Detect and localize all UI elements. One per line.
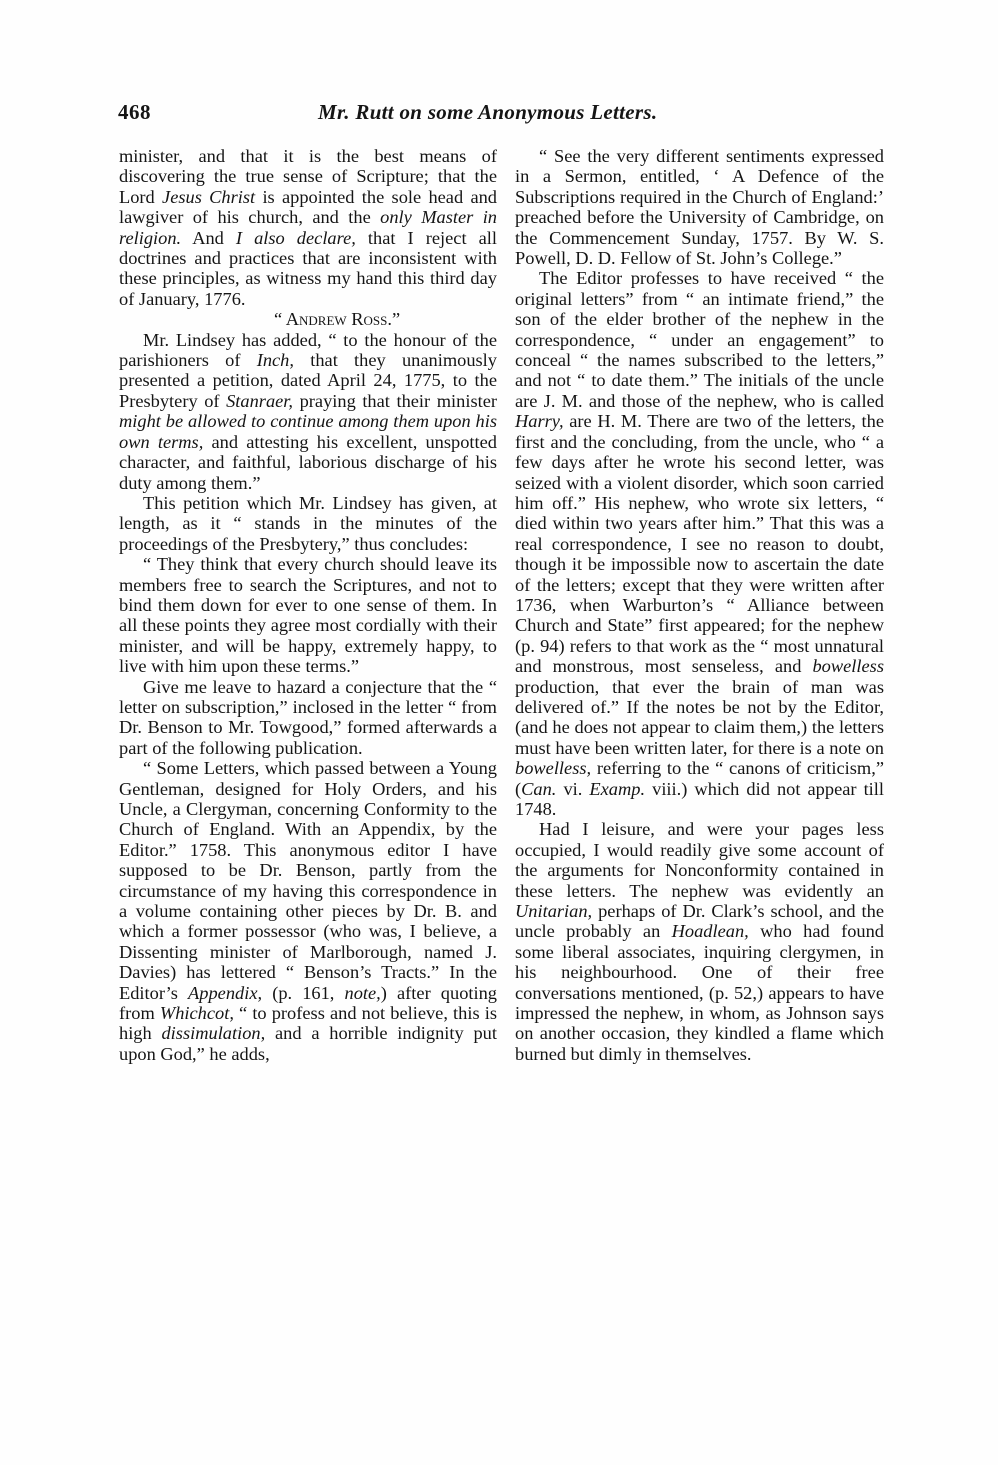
paragraph-quote-church: “ They think that every church should leave its members free to search the Scriptures, and not to bind them down for ever to one sense of them. In all these points they agree most cordially with their minister, and will be happy, extremely happy, to live with him upon these terms.” [119, 554, 497, 677]
page-header [118, 100, 890, 130]
paragraph-editor-professes: The Editor professes to have received “ the original letters” from “ an intimate friend,” the son of the elder brother of the nephew in the correspondence, “ under an engagement” to conceal “ the names subscribed to the letters,” and not “ to date them.” The initials of the uncle are J. M. and those of the nephew, who is called Harry, are H. M. There are two of the letters, the first and the concluding, from the uncle, who “ a few days after he wrote his second letter, was seized with a violent disorder, which soon carried him off.” His nephew, who wrote six letters, “ died within two years after him.” That this was a real correspondence, I see no reason to doubt, though it be impossible now to ascertain the date of the letters; except that they were written after 1736, when Warburton’s “ Alliance between Church and State” first appeared; for the nephew (p. 94) refers to that work as the “ most unnatural and monstrous, most senseless, and bowelless production, that ever the brain of man was delivered of.” If the notes be not by the Editor, (and he does not appear to claim them,) the letters must have been written later, for there is a note on bowelless, referring to the “ canons of criticism,” (Can. vi. Examp. viii.) which did not appear till 1748. [515, 268, 885, 819]
page-number: 468 [118, 100, 151, 124]
paragraph-sermon-note: “ See the very different sentiments expressed in a Sermon, entitled, ‘ A Defence of the Subscriptions required in the Church of England:’ preached before the University of Cambridge, on the Commencement Sunday, 1757. By W. S. Powell, D. D. Fellow of St. John’s College.” [515, 146, 884, 269]
paragraph-some-letters: “ Some Letters, which passed between a Young Gentleman, designed for Holy Orders, and his Uncle, a Clergyman, concerning Conformity to the Church of England. With an Appendix, by the Editor.” 1758. This anonymous editor I have supposed to be Dr. Benson, partly from the circumstance of my having this correspondence in a volume containing other pieces by Dr. B. and which a former possessor (who was, I believe, a Dissenting minister of Marlborough, named J. Davies) has lettered “ Benson’s Tracts.” In the Editor’s Appendix, (p. 161, note,) after quoting from Whichcot, “ to profess and not believe, this is high dissimulation, and a horrible indignity put upon God,” he adds, [119, 758, 497, 1064]
left-column [119, 146, 497, 1064]
running-title: Mr. Rutt on some Anonymous Letters. [318, 100, 658, 124]
paragraph-petition: This petition which Mr. Lindsey has given, at length, as it “ stands in the minutes of the proceedings of the Presbytery,” thus concludes: [119, 492, 497, 554]
paragraph-declaration-end: minister, and that it is the best means of discovering the true sense of Scripture; that the Lord Jesus Christ is appointed the sole head and lawgiver of his church, and the only Master in religion. And I also declare, that I reject all doctrines and practices that are inconsistent with these principles, as witness my hand this third day of January, 1776. [119, 146, 497, 309]
paragraph-had-i-leisure: Had I leisure, and were your pages less occupied, I would readily give some account of the arguments for Nonconformity contained in these letters. The nephew was evidently an Unitarian, perhaps of Dr. Clark’s school, and the uncle probably an Hoadlean, who had found some liberal associates, inquiring clergymen, in his neighbourhood. One of their free conversations mentioned, (p. 52,) appears to have impressed the nephew, in whom, as Johnson says on another occasion, they kindled a flame which burned but dimly in themselves. [515, 819, 884, 1064]
signature-andrew-ross: “ Andrew Ross.” [274, 309, 401, 330]
paragraph-lindsey-added: Mr. Lindsey has added, “ to the honour of the parishioners of Inch, that they unanimously presented a petition, dated April 24, 1775, to the Presbytery of Stanraer, praying that their minister might be allowed to continue among them upon his own terms, and attesting his excellent, unspotted character, and faithful, laborious discharge of his duty among them.” [119, 329, 497, 493]
paragraph-conjecture: Give me leave to hazard a conjecture that the “ letter on subscription,” inclosed in the letter “ from Dr. Benson to Mr. Towgood,” formed afterwards a part of the following publication. [119, 676, 497, 758]
right-column [515, 146, 884, 1064]
